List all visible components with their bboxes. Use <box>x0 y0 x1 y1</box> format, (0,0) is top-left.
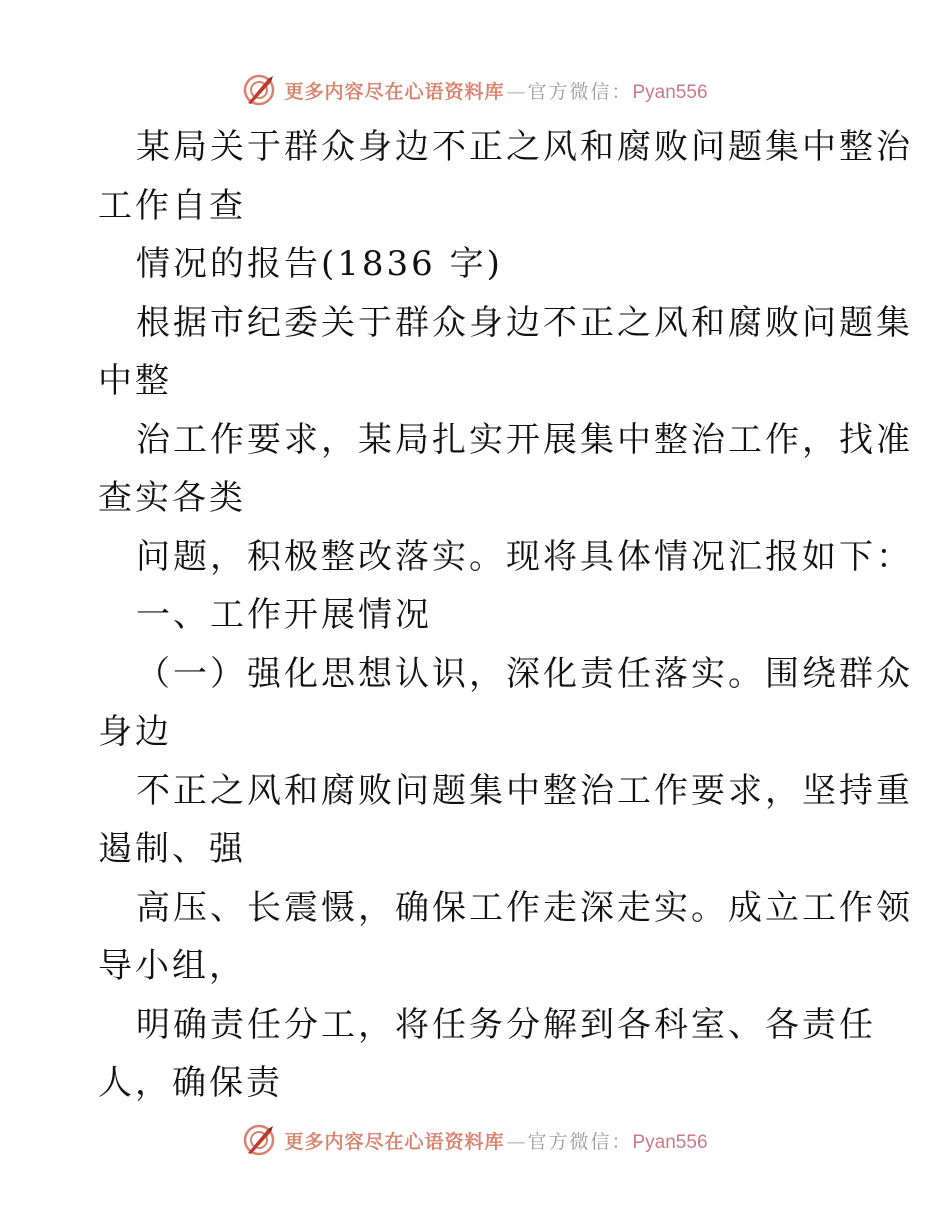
watermark-brand: 更多内容尽在心语资料库 <box>284 1130 505 1153</box>
watermark-official: 官方微信： <box>527 80 633 103</box>
text-line: 明确责任分工，将任务分解到各科室、各责任 <box>136 1004 876 1045</box>
document-body <box>98 118 913 1113</box>
text-line: 根据市纪委关于群众身边不正之风和腐败问题集 <box>136 302 913 343</box>
text-line: 查实各类 <box>98 478 246 518</box>
watermark-official: 官方微信： <box>527 1130 633 1153</box>
quill-logo-icon <box>242 1123 276 1157</box>
text-line: 中整 <box>98 361 172 401</box>
watermark-wechat-id: Pyan556 <box>632 1131 708 1153</box>
text-line: 导小组， <box>98 946 246 986</box>
watermark-text <box>284 1127 707 1154</box>
text-line: 问题，积极整改落实。现将具体情况汇报如下： <box>136 536 913 577</box>
text-line: 情况的报告(1836 字) <box>136 244 503 284</box>
watermark-text <box>284 77 707 104</box>
watermark-dash: — <box>506 1130 526 1153</box>
text-line: 一、工作开展情况 <box>136 595 432 635</box>
text-line: （一）强化思想认识，深化责任落实。围绕群众 <box>136 653 913 694</box>
text-line: 遏制、强 <box>98 829 246 869</box>
text-line: 治工作要求，某局扎实开展集中整治工作，找准 <box>136 419 913 460</box>
watermark-footer <box>0 1120 950 1160</box>
text-line: 身边 <box>98 712 172 752</box>
watermark-brand: 更多内容尽在心语资料库 <box>284 80 505 103</box>
quill-logo-icon <box>242 73 276 107</box>
watermark-dash: — <box>506 80 526 103</box>
text-line: 人，确保责 <box>98 1063 283 1103</box>
text-line: 不正之风和腐败问题集中整治工作要求，坚持重 <box>136 770 913 811</box>
text-line: 工作自查 <box>98 185 246 226</box>
text-line: 高压、长震慑，确保工作走深走实。成立工作领 <box>136 887 913 928</box>
watermark-header <box>0 70 950 110</box>
watermark-wechat-id: Pyan556 <box>632 81 708 103</box>
text-line: 某局关于群众身边不正之风和腐败问题集中整治 <box>136 127 913 167</box>
